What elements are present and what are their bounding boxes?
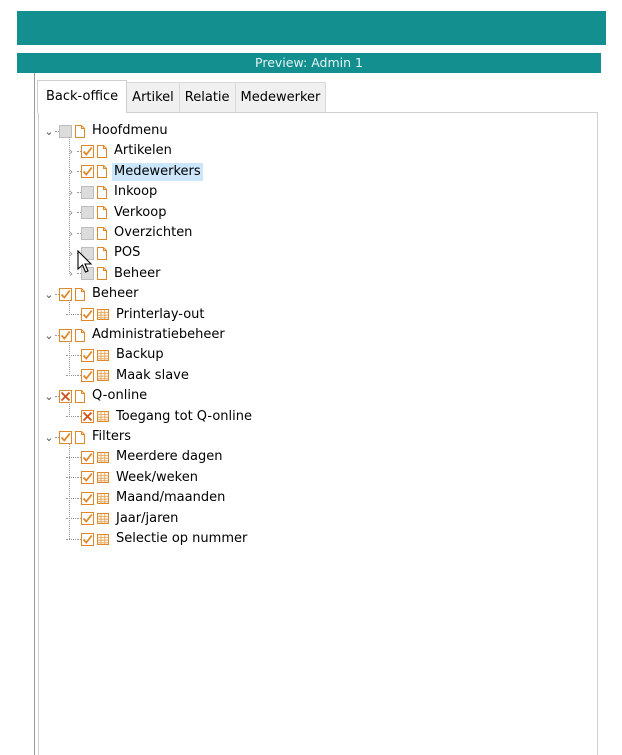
tree-node[interactable] xyxy=(65,407,254,427)
tree-connector xyxy=(65,529,77,549)
checkbox-checked[interactable] xyxy=(81,471,94,484)
page-icon xyxy=(97,227,107,240)
tree-node[interactable] xyxy=(43,121,170,141)
tree-node[interactable] xyxy=(65,488,227,508)
tree-node-label: Verkoop xyxy=(114,204,167,220)
checkmark-icon xyxy=(82,309,93,320)
checkbox-checked[interactable] xyxy=(59,329,72,342)
page-icon xyxy=(75,125,85,138)
checkbox-checked[interactable] xyxy=(81,451,94,464)
tree-connector-line xyxy=(69,137,70,274)
chevron-right-icon[interactable]: › xyxy=(68,165,74,179)
tree-node[interactable] xyxy=(65,529,249,549)
tree-connector xyxy=(65,345,77,365)
checkbox-partial[interactable] xyxy=(81,186,94,199)
tree-node-label: Beheer xyxy=(92,286,139,302)
tree-node-label: Week/weken xyxy=(116,469,198,485)
chevron-down-icon[interactable]: ⌄ xyxy=(44,328,54,342)
tree-connector-line xyxy=(66,518,76,519)
chevron-down-icon[interactable]: ⌄ xyxy=(44,430,54,444)
checkmark-icon xyxy=(60,289,71,300)
tree-node[interactable] xyxy=(65,203,168,223)
page-icon xyxy=(97,186,107,199)
tree-node-label: Filters xyxy=(92,429,131,444)
tree-node-label: Printerlay-out xyxy=(116,306,205,322)
chevron-right-icon[interactable]: › xyxy=(68,206,74,220)
checkmark-icon xyxy=(82,370,93,381)
tree-node-label: Medewerkers xyxy=(114,163,201,179)
tree-connector xyxy=(65,447,77,467)
page-icon xyxy=(75,288,85,301)
tree-connector xyxy=(65,509,77,529)
grid-icon xyxy=(97,472,109,483)
checkmark-icon xyxy=(82,534,93,545)
tree-connector-line xyxy=(66,375,76,376)
tree-node-label: Beheer xyxy=(114,265,161,281)
chevron-right-icon[interactable]: › xyxy=(68,185,74,199)
page-icon xyxy=(97,206,107,219)
tree-node[interactable] xyxy=(65,305,207,325)
checkbox-partial[interactable] xyxy=(81,206,94,219)
tree-node-label: Inkoop xyxy=(114,184,158,200)
tree-node-label: Hoofdmenu xyxy=(92,123,168,138)
checkmark-icon xyxy=(82,146,93,157)
tree-node[interactable] xyxy=(43,284,141,304)
tab-relatie[interactable]: Relatie xyxy=(179,82,236,112)
checkbox-denied[interactable] xyxy=(59,390,72,403)
tree-connector-line xyxy=(69,402,70,416)
chevron-down-icon[interactable]: ⌄ xyxy=(44,124,54,138)
chevron-right-icon[interactable]: › xyxy=(68,144,74,158)
tree-node[interactable] xyxy=(65,447,224,467)
tree-connector xyxy=(65,468,77,488)
tree-node[interactable] xyxy=(65,468,200,488)
checkbox-partial[interactable] xyxy=(59,125,72,138)
chevron-down-icon[interactable]: ⌄ xyxy=(44,389,54,403)
tree-node-label: Backup xyxy=(116,347,164,363)
tree-connector-line xyxy=(69,300,70,314)
checkmark-icon xyxy=(82,166,93,177)
tree-connector xyxy=(65,366,77,386)
checkbox-checked[interactable] xyxy=(81,145,94,158)
preview-title: Preview: Admin 1 xyxy=(17,53,601,73)
tree-connector-line xyxy=(66,477,76,478)
checkmark-icon xyxy=(82,472,93,483)
tree-node-label: Selectie op nummer xyxy=(116,531,248,546)
tab-back-office[interactable]: Back-office xyxy=(37,80,127,113)
page-icon xyxy=(97,145,107,158)
tree-content xyxy=(39,113,597,755)
checkbox-checked[interactable] xyxy=(81,369,94,382)
tree-connector-line xyxy=(69,443,70,539)
checkbox-checked[interactable] xyxy=(59,288,72,301)
tree-node[interactable] xyxy=(43,427,133,447)
tree-connector-line xyxy=(66,416,76,417)
tree-node[interactable] xyxy=(43,386,149,406)
tree-connector xyxy=(65,488,77,508)
cross-icon xyxy=(60,391,71,402)
tree-node-label: Administratiebeheer xyxy=(92,327,225,342)
tree-node[interactable] xyxy=(65,182,159,202)
grid-icon xyxy=(97,370,109,381)
checkbox-denied[interactable] xyxy=(81,410,94,423)
page-icon xyxy=(75,390,85,403)
grid-icon xyxy=(97,513,109,524)
grid-icon xyxy=(97,411,109,422)
page-icon xyxy=(97,247,107,260)
tree-node-label: Jaar/jaren xyxy=(116,510,179,526)
grid-icon xyxy=(97,493,109,504)
tree-connector-line xyxy=(66,498,76,499)
checkmark-icon xyxy=(82,350,93,361)
chevron-down-icon[interactable]: ⌄ xyxy=(44,287,54,301)
permission-tree[interactable] xyxy=(38,112,598,755)
page-icon xyxy=(75,329,85,342)
checkbox-checked[interactable] xyxy=(81,512,94,525)
tab-artikel[interactable]: Artikel xyxy=(126,82,180,112)
grid-icon xyxy=(97,452,109,463)
tab-strip xyxy=(38,80,326,112)
checkbox-partial[interactable] xyxy=(81,227,94,240)
tree-node[interactable] xyxy=(65,366,191,386)
checkbox-checked[interactable] xyxy=(81,165,94,178)
tree-connector xyxy=(65,407,77,427)
tree-connector-line xyxy=(66,355,76,356)
grid-icon xyxy=(97,534,109,545)
tree-node-label: Maand/maanden xyxy=(116,490,226,506)
checkmark-icon xyxy=(82,493,93,504)
tree-connector xyxy=(65,305,77,325)
tree-connector-line xyxy=(66,539,76,540)
title-bar xyxy=(17,11,606,45)
tree-node-label: Q-online xyxy=(92,388,148,404)
tree-node-label: Toegang tot Q-online xyxy=(116,408,252,424)
checkmark-icon xyxy=(82,513,93,524)
tree-node[interactable] xyxy=(43,325,227,345)
chevron-right-icon[interactable]: › xyxy=(68,267,74,281)
tree-node-label: Maak slave xyxy=(116,367,189,383)
tree-node[interactable] xyxy=(65,223,194,243)
checkbox-checked[interactable] xyxy=(81,349,94,362)
checkmark-icon xyxy=(60,432,71,443)
grid-icon xyxy=(97,350,109,361)
tree-node-label: Meerdere dagen xyxy=(116,449,223,465)
chevron-right-icon[interactable]: › xyxy=(68,246,74,260)
checkmark-icon xyxy=(60,330,71,341)
tree-connector-line xyxy=(66,457,76,458)
tree-node[interactable] xyxy=(65,345,166,365)
mouse-cursor-icon xyxy=(76,250,94,274)
checkbox-checked[interactable] xyxy=(81,492,94,505)
page-icon xyxy=(97,165,107,178)
tree-node[interactable] xyxy=(65,162,203,182)
tab-medewerker[interactable]: Medewerker xyxy=(235,82,327,112)
tree-connector-line xyxy=(69,341,70,376)
tree-node[interactable] xyxy=(65,141,174,161)
checkbox-checked[interactable] xyxy=(81,533,94,546)
page-icon xyxy=(97,267,107,280)
cross-icon xyxy=(82,411,93,422)
tree-node-label: Overzichten xyxy=(114,225,193,240)
tree-node-label: Artikelen xyxy=(114,143,172,159)
chevron-right-icon[interactable]: › xyxy=(68,226,74,240)
tree-node-label: POS xyxy=(114,245,141,261)
page-icon xyxy=(75,431,85,444)
grid-icon xyxy=(97,309,109,320)
checkbox-checked[interactable] xyxy=(81,308,94,321)
tree-connector-line xyxy=(66,314,76,315)
panel-left-border xyxy=(34,73,35,755)
checkmark-icon xyxy=(82,452,93,463)
tree-node[interactable] xyxy=(65,509,180,529)
checkbox-checked[interactable] xyxy=(59,431,72,444)
